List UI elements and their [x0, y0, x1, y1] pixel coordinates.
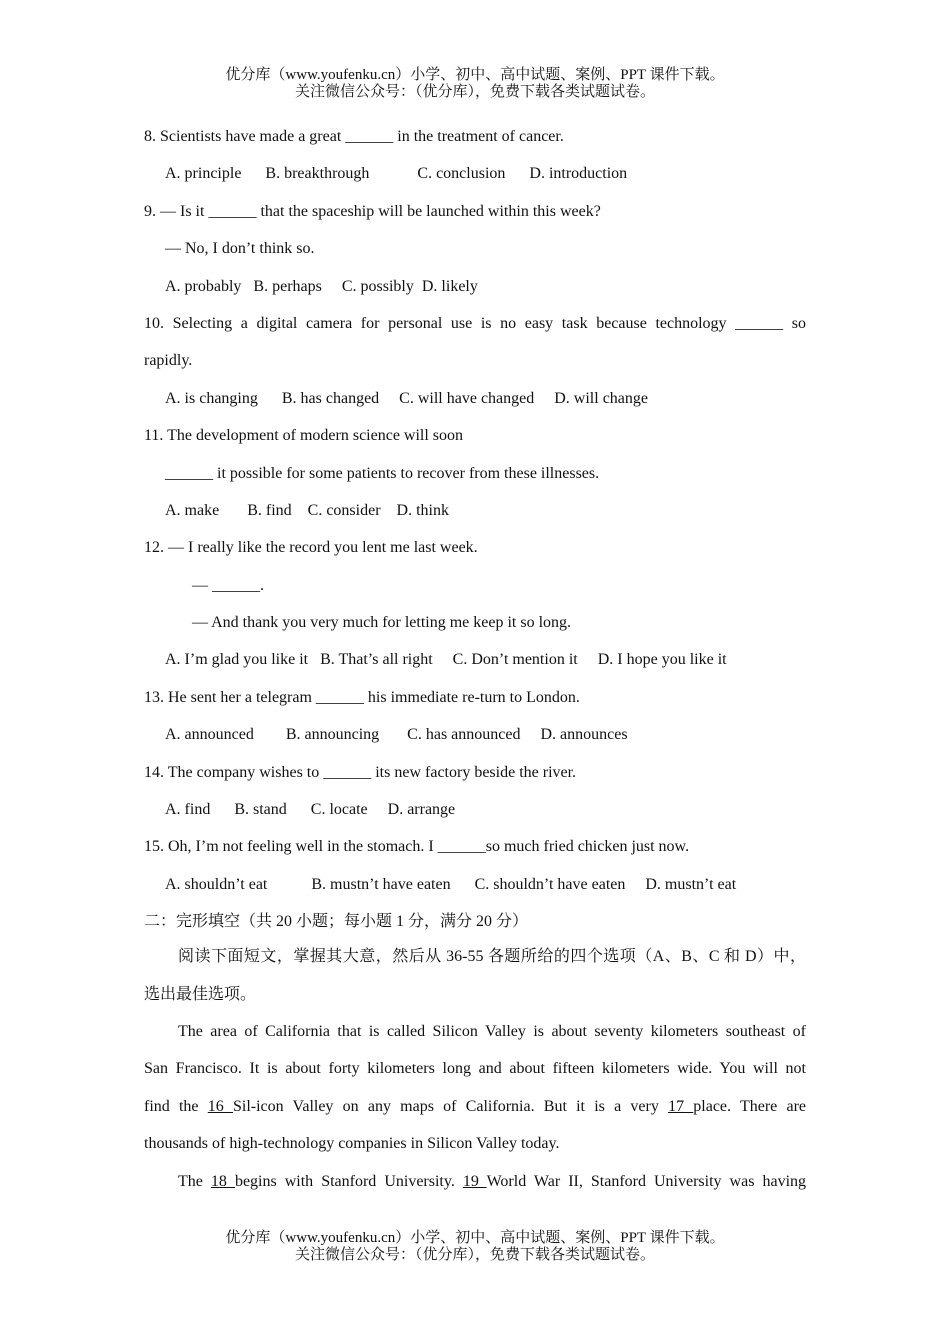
question-10-stem-line-2: rapidly.	[144, 352, 193, 370]
question-14-options: A. find B. stand C. locate D. arrange	[165, 801, 456, 819]
question-14-stem: 14. The company wishes to ______ its new factory beside the river.	[144, 763, 577, 781]
passage-text: The	[178, 1172, 211, 1190]
question-11-stem-line-1: 11. The development of modern science will soon	[144, 427, 464, 445]
question-12-stem: 12. — I really like the record you lent me last week.	[144, 539, 478, 557]
passage-p1-line-4: thousands of high-technology companies in Silicon Valley today.	[144, 1135, 560, 1153]
blank-16: 16	[207, 1097, 233, 1115]
section-2-instruction-line-1: 阅读下面短文，掌握其大意，然后从 36-55 各题所给的四个选项（A、B、C 和 D）中，	[178, 948, 806, 966]
question-15-stem: 15. Oh, I’m not feeling well in the stomach. I ______so much fried chicken just now.	[144, 838, 690, 856]
question-11-options: A. make B. find C. consider D. think	[165, 501, 449, 519]
passage-p1-line-3	[144, 1094, 806, 1131]
question-12-reply-1: — ______.	[192, 576, 264, 594]
page-footer	[0, 1230, 950, 1264]
passage-p1-line-1: The area of California that is called Silicon Valley is about seventy kilometers southeast of	[178, 1022, 806, 1040]
section-2-instruction-line-2: 选出最佳选项。	[144, 985, 257, 1003]
question-9-reply: — No, I don’t think so.	[165, 240, 315, 258]
question-9-options: A. probably B. perhaps C. possibly D. likely	[165, 277, 478, 295]
passage-p1-line-2: San Francisco. It is about forty kilometers long and about fifteen kilometers wide. You will not	[144, 1060, 806, 1078]
passage-text: place. There are	[693, 1097, 807, 1115]
question-8-options: A. principle B. breakthrough C. conclusion D. introduction	[165, 165, 628, 183]
blank-17: 17	[668, 1097, 694, 1115]
question-8-stem: 8. Scientists have made a great ______ in the treatment of cancer.	[144, 128, 564, 145]
exam-content	[144, 124, 806, 1199]
question-12-options: A. I’m glad you like it B. That’s all right C. Don’t mention it D. I hope you like it	[165, 651, 727, 669]
question-11-stem-line-2: ______ it possible for some patients to recover from these illnesses.	[165, 464, 600, 482]
question-13-options: A. announced B. announcing C. has announced D. announces	[165, 726, 628, 744]
question-9-stem: 9. — Is it ______ that the spaceship will be launched within this week?	[144, 202, 601, 220]
passage-text: find the	[144, 1097, 208, 1115]
question-10-options: A. is changing B. has changed C. will have changed D. will change	[165, 389, 648, 407]
question-15-options: A. shouldn’t eat B. mustn’t have eaten C. shouldn’t have eaten D. mustn’t eat	[165, 875, 737, 893]
question-10-stem-line-1: 10. Selecting a digital camera for personal use is no easy task because technology ______ so	[144, 314, 806, 332]
header-line-2: 关注微信公众号：（优分库），免费下载各类试题试卷。	[294, 84, 655, 100]
blank-19: 19	[462, 1172, 487, 1190]
passage-p2-line-1	[144, 1169, 806, 1199]
page-header	[0, 67, 950, 101]
passage-text: World War II, Stanford University was having	[486, 1172, 807, 1190]
blank-18: 18	[210, 1172, 235, 1190]
footer-line-1: 优分库（www.youfenku.cn）小学、初中、高中试题、案例、PPT 课件下载。	[225, 1230, 725, 1246]
footer-line-2: 关注微信公众号：（优分库），免费下载各类试题试卷。	[294, 1247, 655, 1263]
passage-text: Sil-icon Valley on any maps of California. But it is a very	[232, 1097, 669, 1115]
section-2-title: 二：完形填空（共 20 小题；每小题 1 分，满分 20 分）	[144, 913, 529, 931]
question-13-stem: 13. He sent her a telegram ______ his immediate re-turn to London.	[144, 688, 580, 706]
question-12-reply-2: — And thank you very much for letting me keep it so long.	[192, 614, 572, 632]
passage-text: begins with Stanford University.	[234, 1172, 463, 1190]
header-line-1: 优分库（www.youfenku.cn）小学、初中、高中试题、案例、PPT 课件下载。	[225, 67, 725, 83]
